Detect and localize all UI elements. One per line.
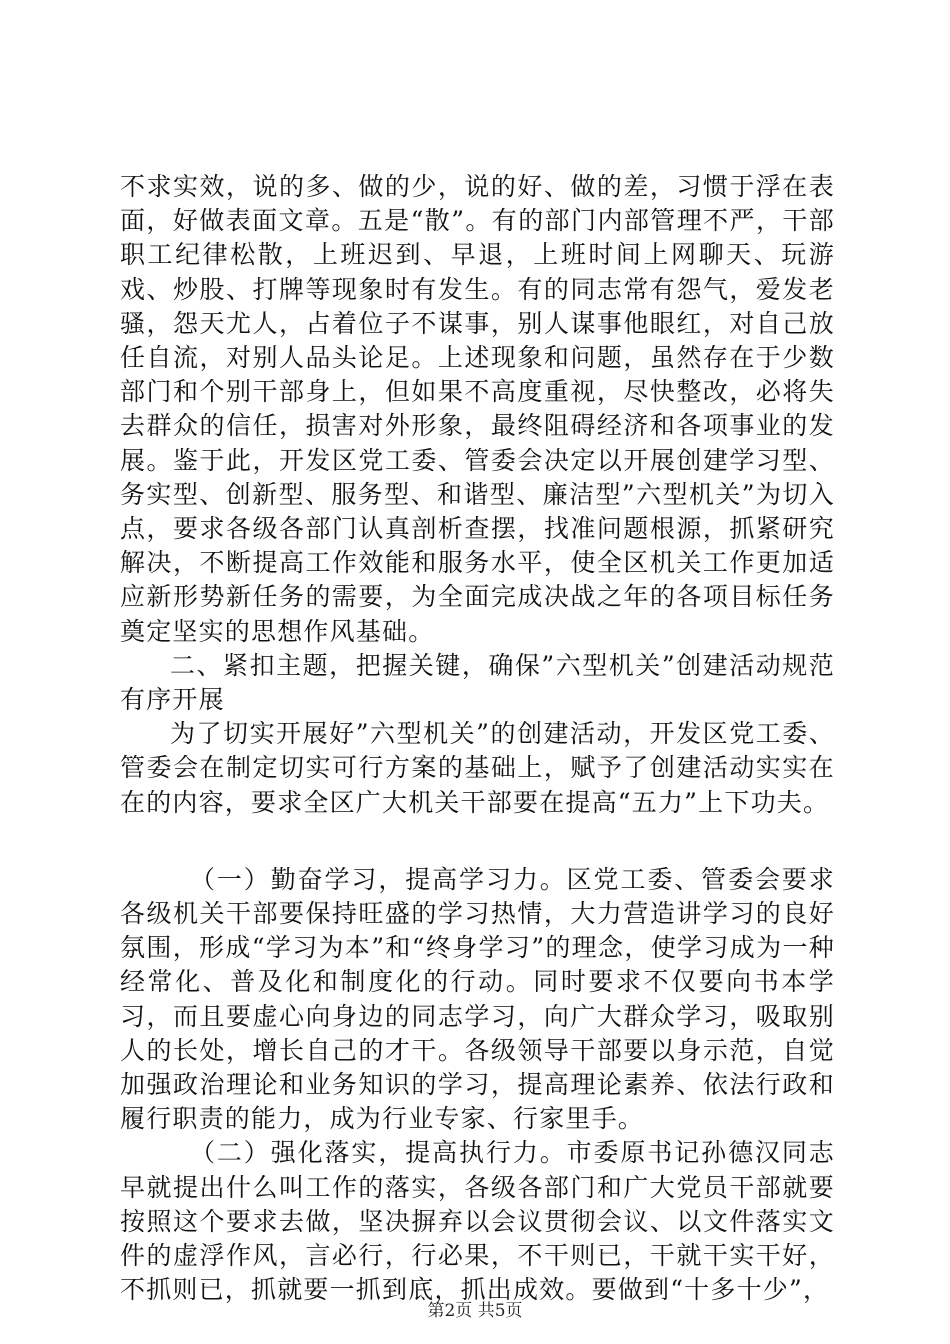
body-paragraph: 为了切实开展好”六型机关”的创建活动，开发区党工委、管委会在制定切实可行方案的基础上，赋予了创建活动实实在在的内容，要求全区广大机关干部要在提高“五力”上下功夫。: [120, 719, 835, 817]
body-paragraph: （二）强化落实，提高执行力。市委原书记孙德汉同志早就提出什么叫工作的落实，各级各部门和广大党员干部就要按照这个要求去做，坚决摒弃以会议贯彻会议、以文件落实文件的虚浮作风，言必行，行必果，不干则已，干就干实干好，不抓则已，抓就要一抓到底，抓出成效。要做到“十多十少”，: [120, 1138, 835, 1305]
body-paragraph: 不求实效，说的多、做的少，说的好、做的差，习惯于浮在表面，好做表面文章。五是“散”。有的部门内部管理不严，干部职工纪律松散，上班迟到、早退，上班时间上网聊天、玩游戏、炒股、打牌等现象时有发生。有的同志常有怨气，爱发老骚，怨天尤人，占着位子不谋事，别人谋事他眼红，对自己放任自流，对别人品头论足。上述现象和问题，虽然存在于少数部门和个别干部身上，但如果不高度重视，尽快整改，必将失去群众的信任，损害对外形象，最终阻碍经济和各项事业的发展。鉴于此，开发区党工委、管委会决定以开展创建学习型、务实型、创新型、服务型、和谐型、廉洁型”六型机关”为切入点，要求各级各部门认真剖析查摆，找准问题根源，抓紧研究解决，不断提高工作效能和服务水平，使全区机关工作更加适应新形势新任务的需要，为全面完成决战之年的各项目标任务奠定坚实的思想作风基础。: [120, 172, 835, 646]
body-paragraph: （一）勤奋学习，提高学习力。区党工委、管委会要求各级机关干部要保持旺盛的学习热情，大力营造讲学习的良好氛围，形成“学习为本”和“终身学习”的理念，使学习成为一种经常化、普及化和制度化的行动。同时要求不仅要向书本学习，而且要虚心向身边的同志学习，向广大群众学习，吸取别人的长处，增长自己的才干。各级领导干部要以身示范，自觉加强政治理论和业务知识的学习，提高理论素养、依法行政和履行职责的能力，成为行业专家、行家里手。: [120, 864, 835, 1134]
section-heading: 二、紧扣主题，把握关键，确保”六型机关”创建活动规范有序开展: [120, 650, 835, 715]
document-body: [120, 170, 835, 1308]
page-number-footer: 第2页 共5页: [427, 1301, 523, 1321]
